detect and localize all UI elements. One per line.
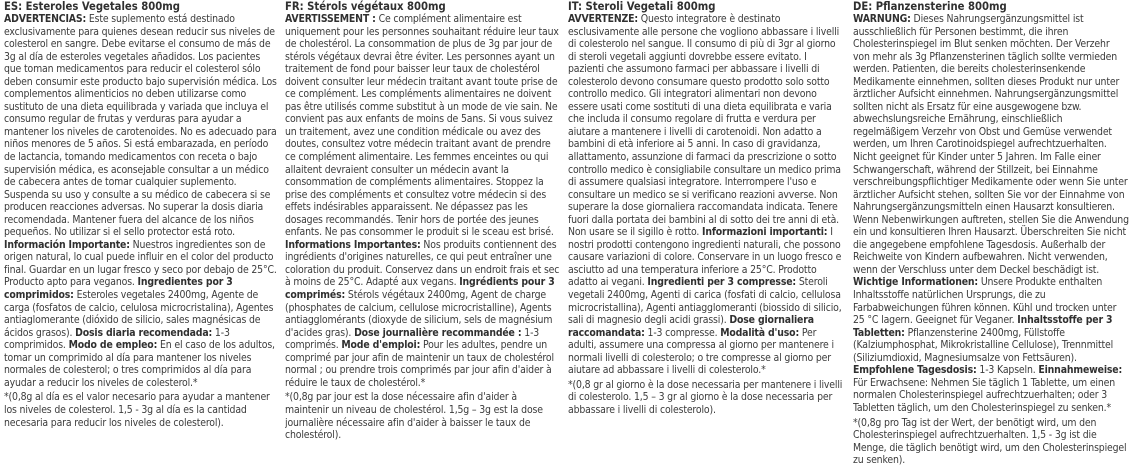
dose-label: Dose giornaliera raccomandata: [568, 314, 814, 339]
column-it [568, 0, 843, 467]
info-label: Información Importante: [4, 238, 130, 251]
column-body [4, 13, 278, 389]
warning-text: Ce complément alimentaire est uniquement pour les personnes souhaitant réduire leur taux de cholestérol. La consommation de plus de 3g par jour de stérols végétaux devrai être éviter. Les personnes ayant un traitement de fond pour baisser leur taux de cholestérol doivent consulter leur médecin traitant avant toute prise de ce complément. Les compléments alimentaires ne doivent pas être utilisés comme substitut à un mode de vie sain. Ne convient pas aux enfants de moins de 5ans. Si vous suivez un traitement, avez une condition médicale ou avez des doutes, consultez votre médecin traitant avant de prendre ce complément alimentaire. Les femmes enceintes ou qui allaitent devraient consulter un médecin avant la consommation de compléments alimentaires. Stoppez la prise des compléments et consultez votre médecin si des effets indésirables apparaissent. Ne dépassez pas les dosages recommandés. Tenir hors de portée des jeunes enfants. Ne pas consommer le produit si le sceau est brisé. [285, 13, 559, 239]
column-fr [285, 0, 560, 467]
usage-text: En el caso de los adultos, tomar un comprimido al día para mantener los niveles normales de colesterol; o tres comprimidos al día para ayudar a reducir los niveles de colesterol.* [4, 339, 275, 389]
dose-label: Dosis diaria recomendada: [75, 326, 213, 339]
warning-label: AVERTISSEMENT : [285, 13, 376, 25]
dose-label: Dose journalière recommandée : [354, 326, 522, 339]
footnote: *(0,8g al día es el valor necesario para ayudar a mantener los niveles de colesterol. 1,5 - 3g al día es la cantidad necesaria para reducir los niveles de colesterol). [4, 391, 270, 429]
info-text: Nos produits contiennent des ingrédients d'origines naturelles, ce qui peut entraîner une coloration du produit. Conservez dans un endroit frais et sec à moins de 25°C. Adapté aux vegans. [285, 238, 560, 289]
warning-text: Dieses Nahrungsergänzungsmittel ist ausschließlich für Personen bestimmt, die ihren Cholesterinspiegel im Blut senken möchten. Der Verzehr von mehr als 3g Pflanzensterinen täglich sollte vermieden werden. Patienten, die bereits cholesterinsenkende Medikamente einnehmen, sollten dieses Produkt nur unter ärztlicher Aufsicht einnehmen. Nahrungsergänzungsmittel sollten nicht als Ersatz für eine ausgewogene bzw. abwechslungsreiche Ernährung, einschließlich regelmäßigem Verzehr von Obst und Gemüse verwendet werden, um Ihren Carotinoidspiegel aufrechtzuerhalten. Nicht geeignet für Kinder unter 5 Jahren. Im Falle einer Schwangerschaft, während der Stillzeit, bei Einnahme verschreibungspflichtiger Medikamente oder wenn Sie unter ärztlicher Aufsicht stehen, sollten Sie vor der Einnahme von Nahrungsergänzungsmitteln einen Hausarzt konsultieren. Wenn Nebenwirkungen auftreten, stellen Sie die Anwendung ein und konsultieren Ihren Hausarzt. Überschreiten Sie nicht die angegebene empfohlene Tagesdosis. Außerhalb der Reichweite von Kindern aufbewahren. Nicht verwenden, wenn der Verschluss unter dem Deckel beschädigt ist. [853, 13, 1129, 276]
ingredients-text: Steroli vegetali 2400mg, Agenti di carica (fosfati di calcio, cellulosa microcristallina), Agenti antiagglomeranti (biossido di silicio, sali di magnesio degli acidi grassi). [568, 276, 842, 327]
column-es [4, 0, 278, 467]
warning-label: ADVERTENCIAS: [4, 13, 87, 25]
info-text: Unsere Produkte enthalten Inhaltsstoffe natürlichen Ursprungs, die zu Farbabweichungen führen können. Kühl und trocken unter 25 °C lagern. Geeignet für Veganer. [853, 276, 1117, 327]
ingredients-text: Stérols végétaux 2400mg, Agent de charge (phosphates de calcium, cellulose microcristalline), Agents antiagglomérants (dioxyde de silicium, sels de magnésium d'acides gras). [285, 289, 553, 339]
ingredients-label: Inhaltsstoffe per 3 Tabletten: [853, 314, 1113, 339]
warning-text: Questo integratore è destinato esclusivamente alle persone che vogliono abbassare i livelli di colesterolo nel sangue. Il consumo di più di 3gr al giorno di steroli vegetali aggiunti dovrebbe essere evitato. I pazienti che assumono farmaci per abbassare i livelli di colesterolo devono consumare questo prodotto solo sotto controllo medico. Gli integratori alimentari non devono essere usati come sostituti di una dieta equilibrata e varia che includa il consumo regolare di frutta e verdura per aiutare a mantenere i livelli di carotenoidi. Non adatto a bambini di età inferiore ai 5 anni. In caso di gravidanza, allattamento, assunzione di farmaci da prescrizione o sotto controllo medico è consigliabile consultare un medico prima di assumere qualsiasi integratore. Interrompere l'uso e consultare un medico se si verificano reazioni avverse. Non superare la dose giornaliera raccomandata indicata. Tenere fuori dalla portata dei bambini al di sotto dei tre anni di età. Non usare se il sigillo è rotto. [568, 13, 841, 239]
column-title: IT: Steroli Vegetali 800mg [568, 0, 716, 13]
usage-label: Einnahmeweise: [1038, 364, 1123, 377]
info-text: I nostri prodotti contengono ingredienti naturali, che possono causare variazioni di colore. Conservare in un luogo fresco e asciutto ad una temperatura inferiore a 25°C. Prodotto adatto ai vegani. [568, 226, 842, 289]
ingredients-label: Ingredienti per 3 compresse: [647, 276, 797, 289]
footnote: *(0,8g par jour est la dose nécessaire afin d'aider à maintenir un niveau de cholestérol. 1,5g – 3g est la dose journalière nécessaire afin d'aider à baisser le taux de cholestérol). [285, 391, 543, 442]
usage-label: Mode d'emploi: [341, 339, 421, 352]
warning-text: Este suplemento está destinado exclusivamente para quienes desean reducir sus niveles de colesterol en sangre. Debe evitarse el consumo de más de 3g al día de esteroles vegetales añadidos. Los pacientes que toman medicamentos para reducir el colesterol sólo deben consumir este producto bajo supervisión médica. Los complementos alimenticios no deben utilizarse como sustituto de una dieta equilibrada y variada que incluya el consumo regular de frutas y verduras para ayudar a mantener los niveles de carotenoides. No es adecuado para niños menores de 5 años. Si está embarazada, en período de lactancia, tomando medicamentos con receta o bajo supervisión médica, es aconsejable consultar a un médico de cabecera antes de tomar cualquier suplemento. Suspenda su uso y consulte a su médico de cabecera si se producen reacciones adversas. No superar la dosis diaria recomendada. Mantener fuera del alcance de los niños pequeños. No utilizar si el sello protector está roto. [4, 13, 277, 239]
usage-text: Per adulti, assumere una compressa al giorno per mantenere i normali livelli di colesterolo; o tre compresse al giorno per aiutare ad abbassare i livelli di colesterolo.* [568, 326, 834, 377]
info-label: Informations Importantes: [285, 238, 421, 251]
dose-label: Empfohlene Tagesdosis: [853, 364, 977, 377]
warning-label: WARNUNG: [853, 13, 911, 25]
column-body [853, 13, 1129, 415]
column-de [853, 0, 1129, 467]
info-text: Nuestros ingredientes son de origen natural, lo cual puede influir en el color del producto final. Guardar en un lugar fresco y seco por debajo de 25°C. Producto apto para veganos. [4, 238, 277, 289]
ingredients-label: Ingrédients pour 3 comprimés: [285, 276, 555, 302]
column-title: ES: Esteroles Vegetales 800mg [4, 0, 180, 13]
dose-text: 1-3 comprimés. [285, 326, 540, 352]
column-body [568, 13, 843, 377]
footnote: *(0,8 gr al giorno è la dose necessaria per mantenere i livelli di colesterolo. 1,5 – 3 gr al giorno è la dose necessaria per abbassare i livelli di colesterolo). [568, 378, 843, 416]
dose-text: 1-3 comprimidos. [4, 326, 230, 352]
usage-label: Modalità d'uso: [720, 326, 800, 339]
column-title: FR: Stérols végétaux 800mg [285, 0, 446, 13]
warning-label: AVVERTENZE: [568, 13, 638, 25]
usage-text: Pour les adultes, pendre un comprimé par jour afin de maintenir un taux de cholestérol normal ; ou prendre trois comprimés par jour afin d'aider à réduire le taux de cholestérol.* [285, 339, 554, 389]
column-title: DE: Pflanzensterine 800mg [853, 0, 1007, 13]
column-body [285, 13, 560, 389]
ingredients-text: Esteroles vegetales 2400mg, Agente de carga (fosfatos de calcio, celulosa microcristalina), Agentes antiaglomerante (dióxido de silicio, sales magnésicas de ácidos grasos). [4, 289, 274, 339]
usage-label: Modo de empleo: [68, 339, 158, 352]
info-label: Wichtige Informationen: [853, 276, 978, 289]
footnote: *(0,8g pro Tag ist der Wert, der benötigt wird, um den Cholesterinspiegel aufrechtzuerhalten. 1,5 - 3g ist die Menge, die täglich benötigt wird, um den Cholesterinspiegel zu senken). [853, 416, 1127, 467]
usage-text: Für Erwachsene: Nehmen Sie täglich 1 Tablette, um einen normalen Cholesterinspiegel aufrechtzuerhalten; oder 3 Tabletten täglich, um den Cholesterinspiegel zu senken.* [853, 376, 1116, 414]
ingredients-text: Pflanzensterine 2400mg, Füllstoffe (Kalziumphosphat, Mikrokristalline Cellulose), Trennmittel (Siliziumdioxid, Magnesiumsalze von Fettsäuren). [853, 326, 1114, 364]
info-label: Informazioni importanti: [702, 226, 828, 239]
ingredients-label: Ingredientes por 3 comprimidos: [4, 276, 233, 302]
dose-text: 1-3 compresse. [644, 326, 721, 339]
dose-text: 1-3 Kapseln. [976, 364, 1039, 377]
